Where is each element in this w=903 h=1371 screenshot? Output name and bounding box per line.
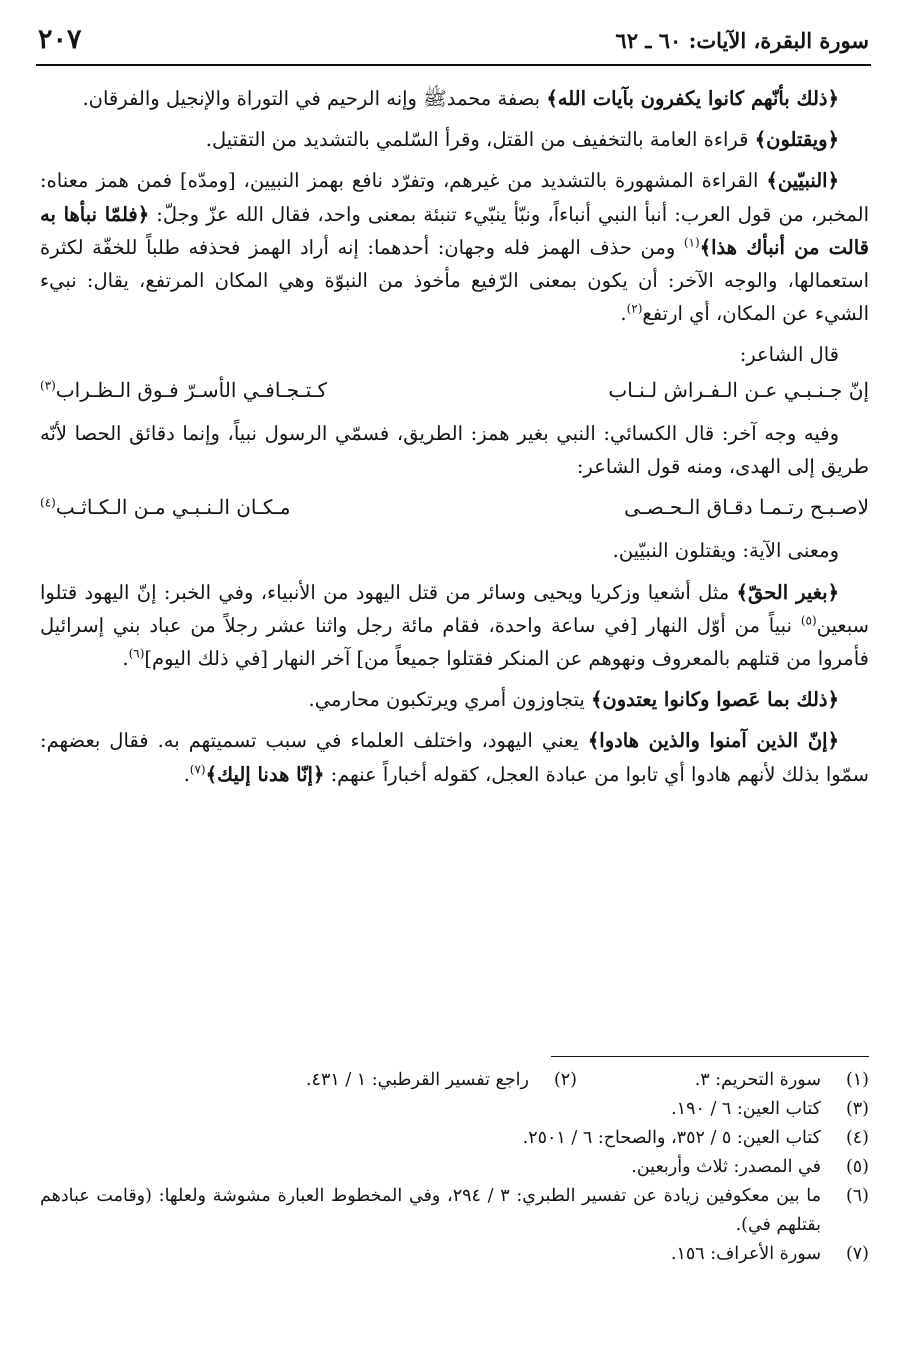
verse-2 (40, 491, 869, 524)
footnote-item (40, 1182, 869, 1240)
footnote-number: (١) (845, 1070, 869, 1090)
footnote-ref: (٤) (40, 495, 56, 510)
footnote-text: في المصدر: ثلاث وأربعين. (631, 1157, 821, 1177)
verse-hemistich-first: لاصـبـح رتـمـا دقـاق الـحـصـى (624, 495, 869, 520)
quran-quote: ﴿فلمّا نبأها به قالت من أنبأك هذا﴾ (40, 202, 869, 259)
quran-quote: ﴿ذلك بأنّهم كانوا يكفرون بآيات الله﴾ (546, 87, 839, 110)
paragraph-text: قراءة العامة بالتخفيف من القتل، وقرأ السّلمي بالتشديد من التقتيل. (205, 128, 755, 152)
paragraph-text: ومن حذف الهمز فله وجهان: أحدهما: إنه أراد الهمز فحذفه طلباً للخفّة لكثرة استعمالها، والوجه الآخر: أن يكون بمعنى الرّفيع مأخوذ من النبوّة وهي المكان المرتفع، يقال: نبيء الشيء عن المكان، أي ارتفع (40, 235, 869, 326)
footnotes (40, 1066, 869, 1269)
paragraph-1 (40, 82, 869, 115)
poet-intro: قال الشاعر: (739, 343, 839, 367)
paragraph-4: وفيه وجه آخر: قال الكسائي: النبي بغير همز: الطريق، فسمّي الرسول نبياً، وإنما دقائق الحصا لأنّه طريق إلى الهدى، ومنه قول الشاعر: (40, 421, 869, 479)
footnote-item (577, 1066, 869, 1095)
footnote-ref: (١) (683, 235, 700, 250)
footnote-number: (٦) (845, 1186, 869, 1206)
paragraph-7 (40, 683, 869, 716)
verse-hemistich-second: مـكـان الـنـبـي مـن الـكـاثـب$^{(٤)}$ (40, 495, 291, 520)
quran-quote: ﴿ويقتلون﴾ (754, 128, 839, 152)
quran-quote: ﴿النبيّين﴾ (766, 169, 839, 193)
page-number: ٢٠٧ (38, 24, 82, 55)
paragraph-3 (40, 164, 869, 330)
footnote-number: (٥) (845, 1157, 869, 1177)
paragraph-end: . (122, 647, 129, 671)
footnote-number: (٧) (845, 1244, 869, 1264)
quran-quote: ﴿ذلك بما عَصوا وكانوا يعتدون﴾ (591, 688, 839, 712)
footnote-text: راجع تفسير القرطبي: ١ / ٤٣١. (305, 1070, 529, 1090)
paragraph-6 (40, 576, 869, 676)
footnote-text: سورة الأعراف: ١٥٦. (670, 1244, 821, 1264)
verse-hemistich-first: إنّ جـنـبـي عـن الـفـراش لـنـاب (608, 377, 869, 402)
page-header (38, 20, 869, 60)
paragraph-text: نبياً من أوّل النهار [في ساعة واحدة، فقام مائة رجل واثنا عشر رجلاً من عباد بني إسرائيل فأمروا من قتلهم بالمعروف ونهوهم عن المنكر فقتلوا جميعاً من] آخر النهار [في ذلك اليوم] (40, 613, 869, 671)
footnote-ref: (٦) (128, 646, 145, 661)
header-rule (36, 64, 871, 66)
paragraph-end: . (183, 762, 190, 786)
footnote-number: (٢) (553, 1070, 577, 1090)
footnote-ref: (٥) (800, 613, 817, 628)
footnote-item (40, 1153, 869, 1182)
footnote-rule (551, 1056, 869, 1057)
footnote-text: كتاب العين: ٦ / ١٩٠. (671, 1099, 821, 1119)
verse-1 (40, 374, 869, 407)
footnote-item (40, 1124, 869, 1153)
footnote-item (40, 1240, 869, 1269)
paragraph-text: يعني اليهود، واختلف العلماء في سبب تسميتهم به. فقال بعضهم: سمّوا بذلك لأنهم هادوا أي تابوا من عبادة العجل، كقوله أخباراً عنهم: (40, 729, 869, 786)
footnote-item (285, 1066, 577, 1095)
paragraph-end: . (620, 302, 627, 326)
footnote-row (40, 1066, 869, 1095)
paragraph-2 (40, 123, 869, 156)
paragraph-text: مثل أشعيا وزكريا ويحيى وسائر من قتل اليهود من الأنبياء، وفي الخبر: إنّ اليهود قتلوا سبعين (40, 580, 869, 637)
footnote-item (40, 1095, 869, 1124)
running-title: سورة البقرة، الآيات: ٦٠ ـ ٦٢ (615, 28, 869, 53)
paragraph-8 (40, 724, 869, 790)
footnote-text: كتاب العين: ٥ / ٣٥٢، والصحاح: ٦ / ٢٥٠١. (522, 1128, 821, 1148)
quran-quote: ﴿بغير الحقّ﴾ (736, 580, 839, 604)
footnote-text: ما بين معكوفين زيادة عن تفسير الطبري: ٣ / ٢٩٤، وفي المخطوط العبارة مشوشة ولعلها: (وقامت عبادهم بقتلهم في). (40, 1186, 821, 1235)
paragraph-text: بصفة محمدﷺ وإنه الرحيم في التوراة والإنجيل والفرقان. (82, 87, 547, 110)
verse-hemistich-second: كـتـجـافـي الأسـرّ فـوق الـظـراب$^{(٣)}$ (40, 377, 327, 402)
footnote-ref: (٧) (189, 762, 206, 777)
main-text (40, 82, 869, 799)
footnote-ref: (٢) (626, 301, 643, 316)
quran-quote: ﴿إنّ الذين آمنوا والذين هادوا﴾ (587, 729, 839, 753)
quran-quote: ﴿إنّا هدنا إليك﴾ (205, 762, 325, 786)
footnote-ref: (٣) (40, 377, 56, 392)
paragraph-text: القراءة المشهورة بالتشديد من غيرهم، وتفرّد نافع بهمز النبيين، [ومدّه] فمن همز معناه: المخبر، من قول العرب: أنبأ النبي أنباءاً، ونبّأ ينبّيء تنبئة بمعنى واحد، فقال الله عزّ وجلّ: (40, 169, 869, 226)
footnote-number: (٤) (845, 1128, 869, 1148)
footnote-text: سورة التحريم: ٣. (694, 1070, 821, 1090)
paragraph-text: يتجاوزون أمري ويرتكبون محارمي. (308, 688, 591, 712)
footnote-number: (٣) (845, 1099, 869, 1119)
paragraph-5: ومعنى الآية: ويقتلون النبيّين. (612, 539, 839, 563)
